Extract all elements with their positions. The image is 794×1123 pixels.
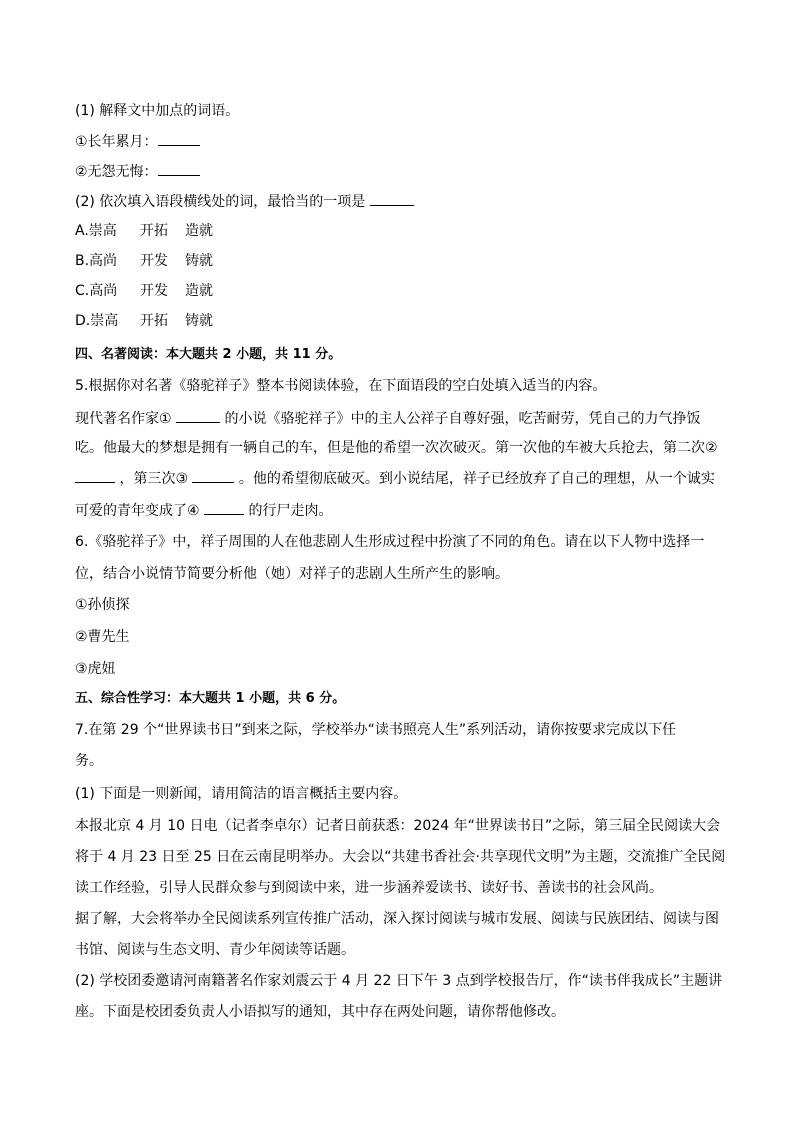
q5-paragraph-line4 [75, 500, 332, 521]
q5-paragraph-line2: 吃。他最大的梦想是拥有一辆自己的车，但是他的希望一次次破灭。第一次他的车被大兵抢去，第二次② [75, 440, 718, 456]
option-a [75, 221, 213, 241]
option-word-1: C.高尚 [75, 283, 118, 299]
q5-paragraph-line3 [75, 468, 715, 489]
option-d [75, 311, 213, 331]
prompt-text: (2) 依次填入语段横线处的词，最恰当的一项是 [75, 194, 366, 210]
item-text: ①长年累月： [75, 134, 158, 150]
answer-blank [158, 131, 200, 146]
option-b [75, 251, 213, 271]
option-word-2: 开发 [140, 283, 168, 299]
q6-stem-line1: 6.《骆驼祥子》中，祥子周围的人在他悲剧人生形成过程中扮演了不同的角色。请在以下人物中选择一 [75, 534, 705, 550]
q5-paragraph-line1 [75, 408, 700, 429]
q4-part1-prompt: (1) 解释文中加点的词语。 [75, 103, 240, 119]
text: 现代著名作家① [75, 411, 172, 427]
option-c [75, 281, 213, 301]
q6-choice-3: ③虎妞 [75, 661, 116, 677]
option-word-3: 造就 [185, 283, 213, 299]
q4-part1-item2 [75, 161, 200, 182]
q7-part1-prompt: (1) 下面是一则新闻，请用简洁的语言概括主要内容。 [75, 786, 408, 802]
option-word-1: A.崇高 [75, 223, 117, 239]
news-line-2: 将于 4 月 23 日至 25 日在云南昆明举办。大会以“共建书香社会·共享现代文明”为主题，交流推广全民阅 [75, 849, 726, 865]
option-word-3: 铸就 [185, 313, 213, 329]
q4-part1-item1 [75, 131, 200, 152]
option-word-1: B.高尚 [75, 253, 118, 269]
q5-stem: 5.根据你对名著《骆驼祥子》整本书阅读体验，在下面语段的空白处填入适当的内容。 [75, 378, 607, 394]
news-line-1: 本报北京 4 月 10 日电（记者李卓尔）记者日前获悉：2024 年“世界读书日”之际，第三届全民阅读大会 [75, 818, 721, 834]
q4-part2-prompt [75, 191, 414, 212]
text: ，第三次③ [119, 471, 189, 487]
answer-blank-1 [176, 408, 220, 423]
option-word-2: 开拓 [140, 223, 168, 239]
answer-blank-4 [204, 500, 244, 515]
q7-part2-line2: 座。下面是校团委负责人小语拟写的通知，其中存在两处问题，请你帮他修改。 [75, 1004, 565, 1020]
q7-stem-line1: 7.在第 29 个“世界读书日”到来之际，学校举办“读书照亮人生”系列活动，请你按要求完成以下任 [75, 722, 677, 738]
option-word-3: 铸就 [185, 253, 213, 269]
text: 的小说《骆驼祥子》中的主人公祥子自尊好强，吃苦耐劳，凭自己的力气挣饭 [224, 411, 701, 427]
q7-stem-line2: 务。 [75, 753, 103, 769]
q6-choice-1: ①孙侦探 [75, 597, 130, 613]
answer-blank [370, 191, 414, 206]
answer-blank-3 [192, 468, 234, 483]
news-line-3: 读工作经验，引导人民群众参与到阅读中来，进一步涵养爱读书、读好书、善读书的社会风尚。 [75, 880, 663, 896]
q7-part2-line1: (2) 学校团委邀请河南籍著名作家刘震云于 4 月 22 日下午 3 点到学校报告厅，作“读书伴我成长”主题讲 [75, 973, 723, 989]
news-line-5: 书馆、阅读与生态文明、青少年阅读等话题。 [75, 942, 355, 958]
option-word-2: 开发 [140, 253, 168, 269]
text: 。他的希望彻底破灭。到小说结尾，祥子已经放弃了自己的理想，从一个诚实 [238, 471, 715, 487]
text: 的行尸走肉。 [248, 503, 333, 519]
q6-choice-2: ②曹先生 [75, 629, 130, 645]
q6-stem-line2: 位，结合小说情节简要分析他（她）对祥子的悲剧人生所产生的影响。 [75, 566, 509, 582]
answer-blank-2 [75, 468, 115, 483]
item-text: ②无怨无悔： [75, 164, 158, 180]
section5-heading: 五、综合性学习：本大题共 1 小题，共 6 分。 [75, 691, 346, 706]
answer-blank [158, 161, 200, 176]
option-word-2: 开拓 [140, 313, 168, 329]
option-word-3: 造就 [185, 223, 213, 239]
section4-heading: 四、名著阅读：本大题共 2 小题，共 11 分。 [75, 347, 342, 362]
news-line-4: 据了解，大会将举办全民阅读系列宣传推广活动，深入探讨阅读与城市发展、阅读与民族团结、阅读与图 [75, 911, 719, 927]
option-word-1: D.崇高 [75, 313, 119, 329]
text: 可爱的青年变成了④ [75, 503, 200, 519]
